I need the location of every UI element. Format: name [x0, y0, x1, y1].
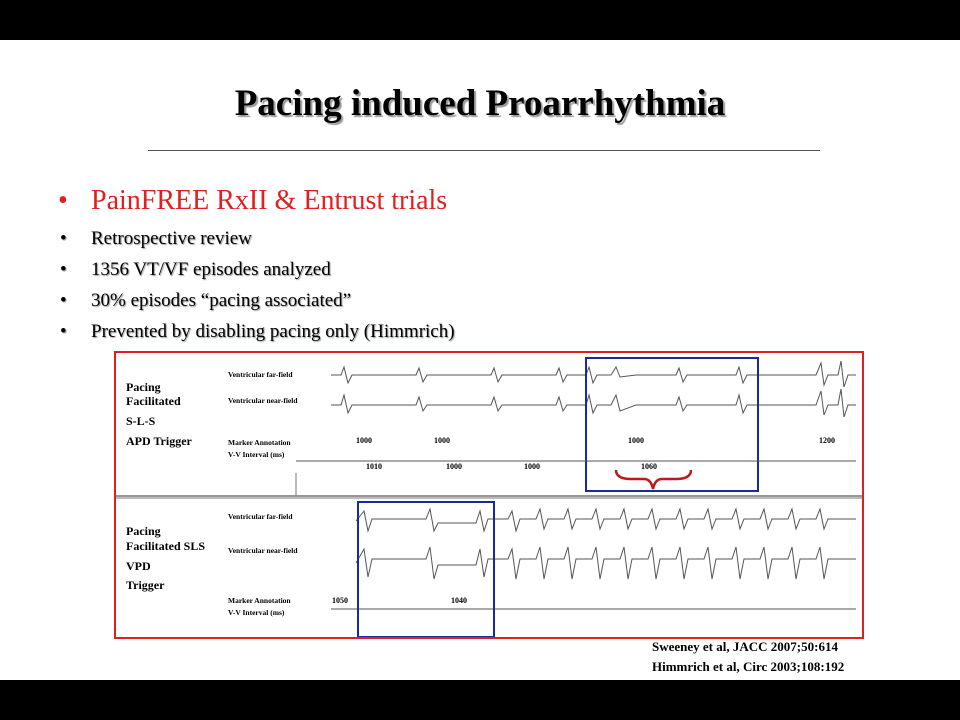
interval-value: 1000: [446, 462, 462, 471]
bottom-ecg-traces: [356, 509, 856, 579]
marker-value: 1050: [332, 596, 348, 605]
bullet-icon: •: [60, 321, 67, 342]
panel-label: APD Trigger: [126, 434, 192, 448]
interval-axis: [296, 461, 856, 609]
interval-value: 1060: [641, 462, 657, 471]
channel-label: Ventricular far-field: [228, 370, 293, 379]
egm-figure: [114, 351, 864, 639]
panel-label: Pacing: [126, 524, 161, 538]
references: [652, 637, 844, 677]
channel-label: Marker Annotation: [228, 438, 291, 447]
interval-brace: [616, 470, 691, 489]
bullet-icon: •: [58, 185, 68, 216]
marker-value: 1040: [451, 596, 467, 605]
top-ecg-traces: [331, 361, 856, 417]
channel-label: Ventricular near-field: [228, 396, 298, 405]
interval-value: 1010: [366, 462, 382, 471]
channel-label: V-V Interval (ms): [228, 450, 285, 459]
egm-tracing-image: [116, 353, 862, 637]
marker-value: 1200: [819, 436, 835, 445]
highlight-box: [358, 502, 494, 637]
main-bullet-text: PainFREE RxII & Entrust trials: [91, 185, 448, 216]
panel-label: Facilitated: [126, 394, 181, 408]
marker-value: 1000: [434, 436, 450, 445]
channel-label: Ventricular far-field: [228, 512, 293, 521]
interval-value: 1000: [524, 462, 540, 471]
bullet-icon: •: [60, 259, 67, 280]
channel-label: Ventricular near-field: [228, 546, 298, 555]
panel-label: Trigger: [126, 578, 165, 592]
marker-value: 1000: [356, 436, 372, 445]
bullet-icon: •: [60, 228, 67, 249]
title-divider: [148, 150, 820, 151]
panel-label: S-L-S: [126, 414, 156, 428]
slide-title: Pacing induced Proarrhythmia: [234, 83, 726, 124]
bullet-icon: •: [60, 290, 67, 311]
channel-label: V-V Interval (ms): [228, 608, 285, 617]
marker-value: 1000: [628, 436, 644, 445]
reference-line: Himmrich et al, Circ 2003;108:192: [652, 659, 845, 674]
panel-label: Pacing: [126, 380, 161, 394]
panel-label: VPD: [126, 559, 151, 573]
sub-bullet-text: Prevented by disabling pacing only (Himmrich): [91, 321, 455, 342]
sub-bullet-text: 1356 VT/VF episodes analyzed: [91, 259, 331, 280]
slide: [0, 40, 960, 680]
channel-label: Marker Annotation: [228, 596, 291, 605]
highlight-box: [586, 358, 758, 491]
panel-label: Facilitated SLS: [126, 539, 206, 553]
reference-line: Sweeney et al, JACC 2007;50:614: [652, 639, 838, 654]
sub-bullet-text: 30% episodes “pacing associated”: [91, 290, 352, 311]
sub-bullet-text: Retrospective review: [91, 228, 252, 249]
